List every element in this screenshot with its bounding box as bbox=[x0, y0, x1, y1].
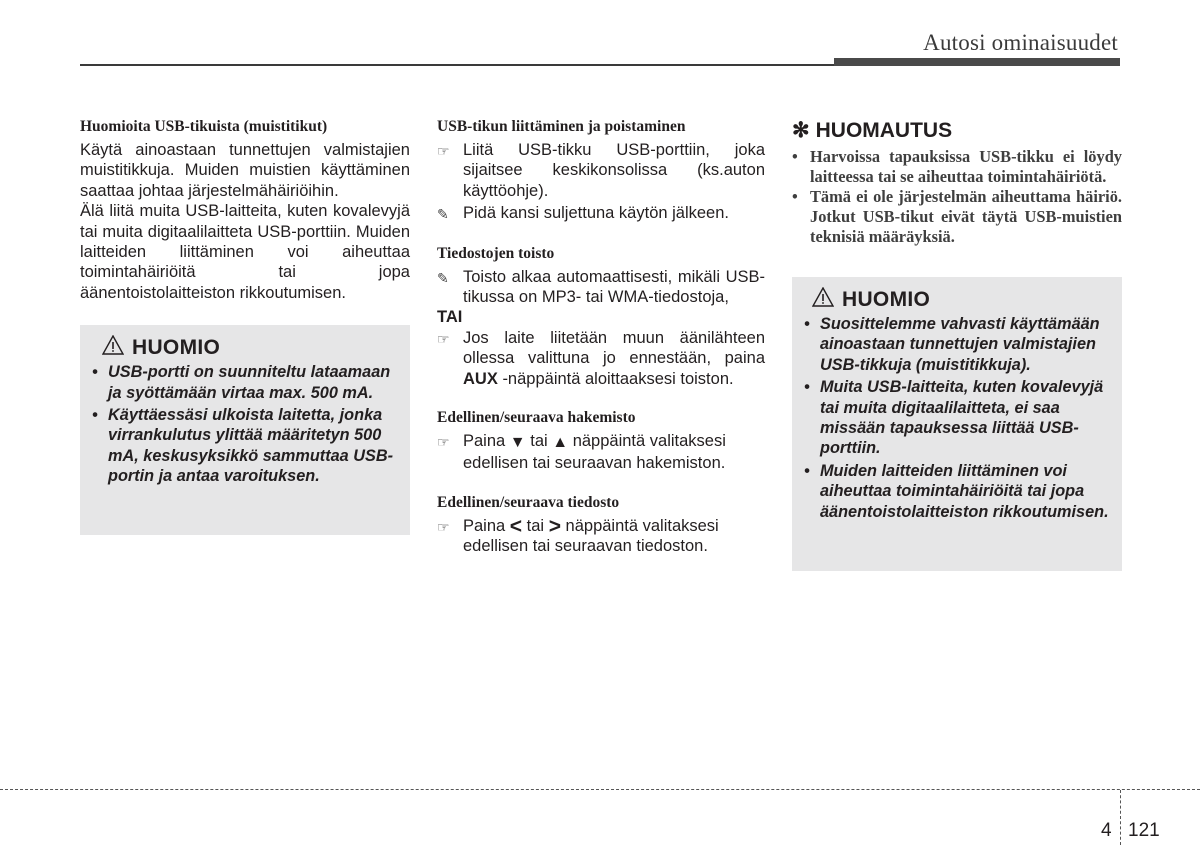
pointing-hand-icon: ☞ bbox=[437, 330, 450, 347]
caution-item-text: Suosittelemme vahvasti käyttämään ainoastaan tunnettujen valmistajien USB-tikkuja (muistitikkuja). bbox=[820, 315, 1100, 374]
text-fragment: Paina bbox=[463, 432, 506, 451]
text-fragment: näppäintä valitaksesi edellisen tai seuraavan tiedoston. bbox=[463, 516, 719, 556]
page-header-title: Autosi ominaisuudet bbox=[923, 30, 1118, 55]
caution-item: • USB-portti on suunniteltu lataamaan ja syöttämään virtaa max. 500 mA. bbox=[92, 362, 398, 403]
list-item bbox=[437, 203, 765, 224]
section-heading-usb-tips: Huomioita USB-tikuista (muistitikut) bbox=[80, 118, 328, 135]
up-arrow-icon: ▲ bbox=[552, 434, 569, 452]
caution-item: • Muita USB-laitteita, kuten kovalevyjä tai muita digitaalilaitteta, ei saa missään tapauksessa liittää USB-porttiin. bbox=[804, 377, 1110, 459]
list-item bbox=[437, 431, 765, 474]
column-1 bbox=[80, 118, 410, 535]
text-fragment: -näppäintä aloittaaksesi toiston. bbox=[502, 369, 734, 388]
warning-triangle-icon bbox=[812, 287, 834, 312]
list-item bbox=[437, 328, 765, 389]
page-number: 121 bbox=[1128, 820, 1160, 841]
pencil-icon: ✎ bbox=[437, 269, 449, 286]
asterisk-icon: ✻ bbox=[792, 119, 810, 142]
caution-item: • Suosittelemme vahvasti käyttämään ainoastaan tunnettujen valmistajien USB-tikkuja (muistitikkuja). bbox=[804, 314, 1110, 375]
list-item bbox=[437, 267, 765, 308]
aux-key-label: AUX bbox=[463, 369, 498, 388]
note-item-text: Tämä ei ole järjestelmän aiheuttama häiriö. Jotkut USB-tikut eivät täytä USB-muistien teknisiä määräyksiä. bbox=[810, 187, 1122, 246]
chevron-left-icon: < bbox=[509, 514, 523, 538]
text-fragment: tai bbox=[530, 432, 548, 451]
column-2 bbox=[437, 118, 765, 557]
section-heading-folder: Edellinen/seuraava hakemisto bbox=[437, 409, 636, 427]
caution-item-text: USB-portti on suunniteltu lataamaan ja syöttämään virtaa max. 500 mA. bbox=[108, 363, 391, 402]
pointing-hand-icon: ☞ bbox=[437, 143, 450, 159]
or-label: TAI bbox=[437, 308, 463, 327]
caution-item: • Muiden laitteiden liittäminen voi aiheuttaa toimintahäiriöitä tai jopa äänentoistolaitteiston rikkoutumisen. bbox=[804, 461, 1109, 521]
caution-header bbox=[804, 287, 1110, 312]
text-fragment: Paina bbox=[463, 516, 506, 535]
note-header bbox=[792, 118, 1122, 143]
caution-box bbox=[792, 277, 1122, 571]
note-item: • Harvoissa tapauksissa USB-tikku ei löydy laitteessa tai se aiheuttaa toimintahäiriötä. bbox=[792, 147, 1122, 186]
footer-divider bbox=[1120, 790, 1121, 845]
list-item bbox=[437, 140, 765, 201]
pointing-hand-icon: ☞ bbox=[437, 518, 450, 535]
list-item-text: Toisto alkaa automaattisesti, mikäli USB-tikussa on MP3- tai WMA-tiedostoja, bbox=[463, 267, 765, 307]
pencil-icon: ✎ bbox=[437, 206, 449, 223]
footer-dashed-rule bbox=[0, 789, 1200, 790]
section-heading-playback: Tiedostojen toisto bbox=[437, 244, 555, 262]
chapter-number: 4 bbox=[1101, 820, 1112, 841]
text-fragment: tai bbox=[526, 516, 545, 535]
paragraph-manufacturers: Käytä ainoastaan tunnettujen valmistajien muistitikkuja. Muiden muistien käyttäminen saattaa johtaa järjestelmähäiriöihin. bbox=[80, 141, 410, 200]
caution-box bbox=[80, 325, 410, 535]
warning-triangle-icon bbox=[102, 335, 124, 360]
list-item-text: Pidä kansi suljettuna käytön jälkeen. bbox=[463, 204, 729, 223]
list-item-text bbox=[463, 516, 765, 557]
section-heading-file: Edellinen/seuraava tiedosto bbox=[437, 493, 620, 511]
list-item-text bbox=[463, 431, 765, 474]
caution-item: • Käyttäessäsi ulkoista laitetta, jonka virrankulutus ylittää määritetyn 500 mA, keskusyksikkö sammuttaa USB-portin ja antaa varoituksen. bbox=[92, 405, 398, 487]
chevron-right-icon: > bbox=[548, 514, 561, 538]
caution-title: HUOMIO bbox=[842, 287, 931, 311]
list-item-text: Liitä USB-tikku USB-porttiin, joka sijaitsee keskikonsolissa (ks.auton käyttöohje). bbox=[463, 141, 765, 200]
pointing-hand-icon: ☞ bbox=[437, 434, 450, 451]
column-3 bbox=[792, 118, 1122, 571]
caution-item-text: Muita USB-laitteita, kuten kovalevyjä tai muita digitaalilaitteta, ei saa missään tapauksessa liittää USB-porttiin. bbox=[820, 378, 1104, 458]
caution-item-text: Muiden laitteiden liittäminen voi aiheuttaa toimintahäiriöitä tai jopa äänentoistolaitteiston rikkoutumisen. bbox=[820, 461, 1109, 521]
text-fragment: Jos laite liitetään muun äänilähteen ollessa valittuna jo ennestään, paina bbox=[463, 328, 765, 368]
text-fragment: näppäintä valitaksesi edellisen tai seuraavan hakemiston. bbox=[463, 432, 726, 473]
header-rule-accent bbox=[834, 58, 1120, 66]
list-item bbox=[437, 516, 765, 557]
list-item-text bbox=[463, 328, 765, 389]
caution-item-text: Käyttäessäsi ulkoista laitetta, jonka virrankulutus ylittää määritetyn 500 mA, keskusyksikkö sammuttaa USB-portin ja antaa varoituksen. bbox=[108, 406, 394, 486]
header-rule bbox=[80, 64, 836, 66]
caution-header bbox=[92, 335, 398, 360]
paragraph-other-devices: Älä liitä muita USB-laitteita, kuten kovalevyjä tai muita digitaalilaitteta USB-porttiin. Muiden laitteiden liittäminen voi aiheuttaa toimintahäiriöitä tai jopa äänentoistolaitteiston rikkoutumisen. bbox=[80, 202, 410, 302]
section-heading-connect: USB-tikun liittäminen ja poistaminen bbox=[437, 118, 686, 135]
down-arrow-icon: ▼ bbox=[509, 434, 526, 452]
caution-title: HUOMIO bbox=[132, 335, 221, 359]
note-item-text: Harvoissa tapauksissa USB-tikku ei löydy laitteessa tai se aiheuttaa toimintahäiriötä. bbox=[810, 147, 1122, 186]
note-item: • Tämä ei ole järjestelmän aiheuttama häiriö. Jotkut USB-tikut eivät täytä USB-muistien teknisiä määräyksiä. bbox=[792, 187, 1122, 246]
note-title: HUOMAUTUS bbox=[815, 118, 953, 142]
